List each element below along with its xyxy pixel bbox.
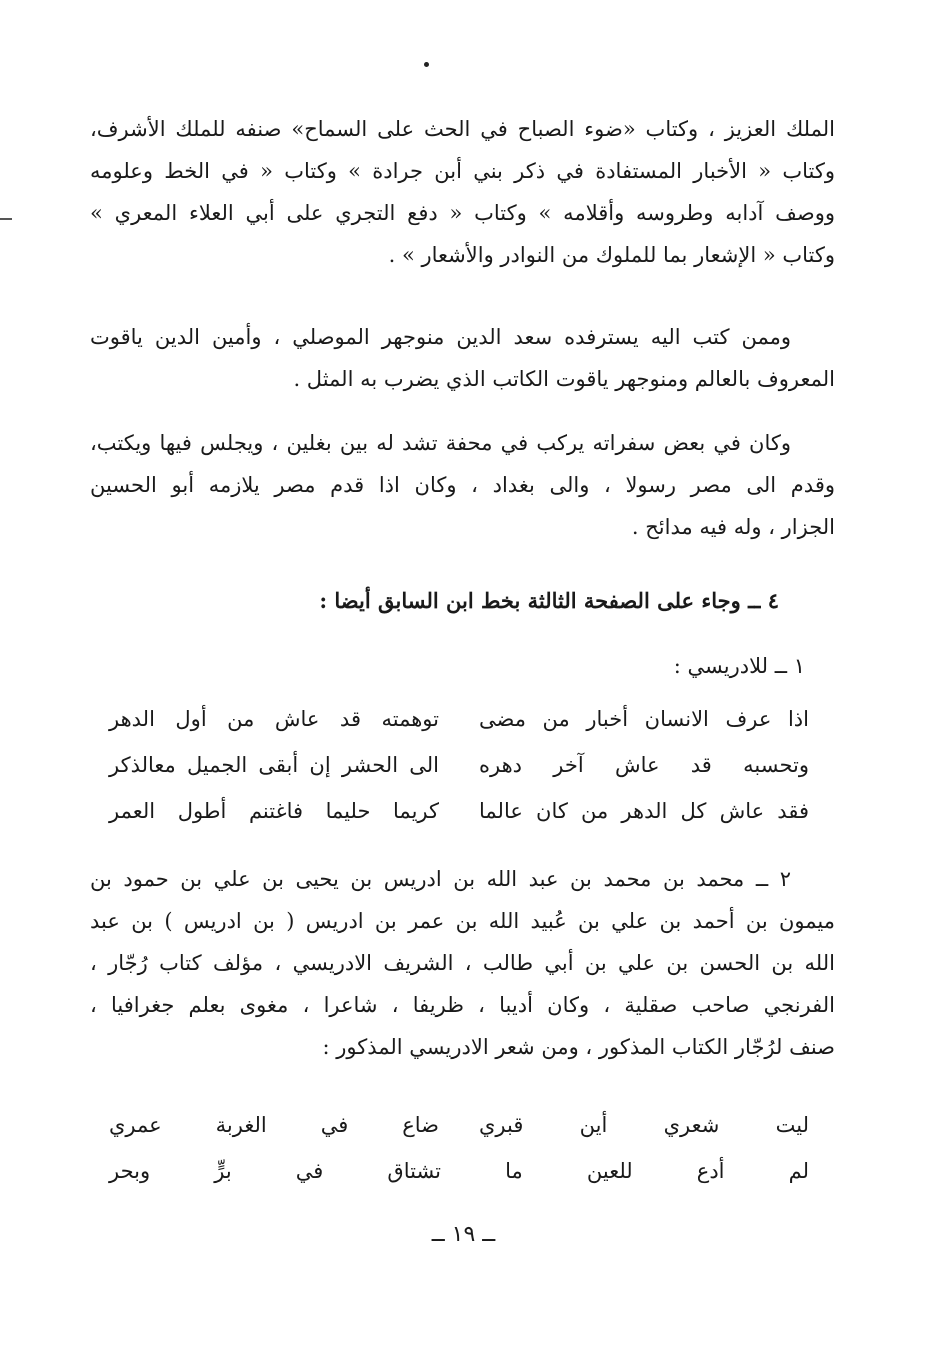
verse-full-line: لم أدع للعين ما تشتاق في برٍّ وبحر bbox=[109, 1159, 809, 1183]
verse-first-hemistich: اذا عرف الانسان أخبار من مضى bbox=[479, 707, 809, 731]
verse-first-hemistich: ليت شعري أين قبري bbox=[479, 1113, 809, 1137]
section-heading: ٤ ــ وجاء على الصفحة الثالثة بخط ابن السابق أيضا : bbox=[319, 588, 779, 613]
page-top-dot bbox=[424, 62, 429, 67]
page-edge-mark bbox=[0, 218, 12, 220]
paragraph-line: الجزار ، وله فيه مدائح . bbox=[631, 515, 835, 539]
paragraph-idrisi-biography bbox=[90, 858, 835, 1068]
paragraph-line: الملك العزيز ، وكتاب «ضوء الصباح في الحث على السماح» صنفه للملك الأشرف، bbox=[90, 117, 835, 141]
paragraph-line: المعروف بالعالم ومنوجهر ياقوت الكاتب الذي يضرب به المثل . bbox=[293, 367, 835, 391]
paragraph-line: الله بن الحسن بن علي بن أبي طالب ، الشريف الادريسي ، مؤلف كتاب رُجّار ، bbox=[90, 951, 835, 975]
paragraph-travels bbox=[90, 422, 835, 548]
verse-first-hemistich: فقد عاش كل الدهر من كان عالما bbox=[479, 799, 809, 823]
poem-idrisi-2 bbox=[109, 1102, 809, 1194]
verse-second-hemistich: توهمته قد عاش من أول الدهر bbox=[109, 707, 439, 731]
page-number: ــ ١٩ ــ bbox=[431, 1222, 496, 1247]
paragraph-line: ووصف آدابه وطروسه وأقلامه » وكتاب « دفع التجري على أبي العلاء المعري » bbox=[90, 201, 835, 225]
poem-verse bbox=[109, 1148, 809, 1194]
paragraph-line: وكتاب « الأخبار المستفادة في ذكر بني أبن جرادة » وكتاب « في الخط وعلومه bbox=[90, 159, 835, 183]
poem-verse bbox=[109, 788, 809, 834]
paragraph-line: وكتاب « الإشعار بما للملوك من النوادر والأشعار » . bbox=[388, 243, 835, 267]
poem-idrisi-1 bbox=[109, 696, 809, 834]
paragraph-line: صنف لرُجّار الكتاب المذكور ، ومن شعر الادريسي المذكور : bbox=[322, 1035, 835, 1059]
verse-second-hemistich: الى الحشر إن أبقى الجميل معالذكر bbox=[109, 753, 439, 777]
paragraph-line: وكان في بعض سفراته يركب في محفة تشد له بين بغلين ، ويجلس فيها ويكتب، bbox=[90, 431, 791, 455]
verse-second-hemistich: كريما حليما فاغتنم أطول العمر bbox=[109, 799, 439, 823]
poem-verse bbox=[109, 1102, 809, 1148]
paragraph-line: ميمون بن أحمد بن علي بن عُبيد الله بن عمر بن ادريس ( بن ادريس ) بن عبد bbox=[90, 909, 835, 933]
paragraph-line: وقدم الى مصر رسولا ، والى بغداد ، وكان اذا قدم مصر يلازمه أبو الحسين bbox=[90, 473, 835, 497]
paragraph-line: وممن كتب اليه يسترفده سعد الدين منوجهر الموصلي ، وأمين الدين ياقوت bbox=[90, 325, 791, 349]
paragraph-book-titles bbox=[90, 108, 835, 276]
verse-second-hemistich: ضاع في الغربة عمري bbox=[109, 1113, 439, 1137]
subheading-idrisi: ١ ــ للادريسي : bbox=[673, 654, 805, 678]
poem-verse bbox=[109, 742, 809, 788]
paragraph-line: ٢ ــ محمد بن محمد بن عبد الله بن ادريس بن يحيى بن علي بن حمود بن bbox=[90, 867, 791, 891]
verse-first-hemistich: وتحسبه قد عاش آخر دهره bbox=[479, 753, 809, 777]
paragraph-correspondents bbox=[90, 316, 835, 400]
poem-verse bbox=[109, 696, 809, 742]
paragraph-line: الفرنجي صاحب صقلية ، وكان أديبا ، ظريفا ، شاعرا ، مغوى بعلم جغرافيا ، bbox=[90, 993, 835, 1017]
